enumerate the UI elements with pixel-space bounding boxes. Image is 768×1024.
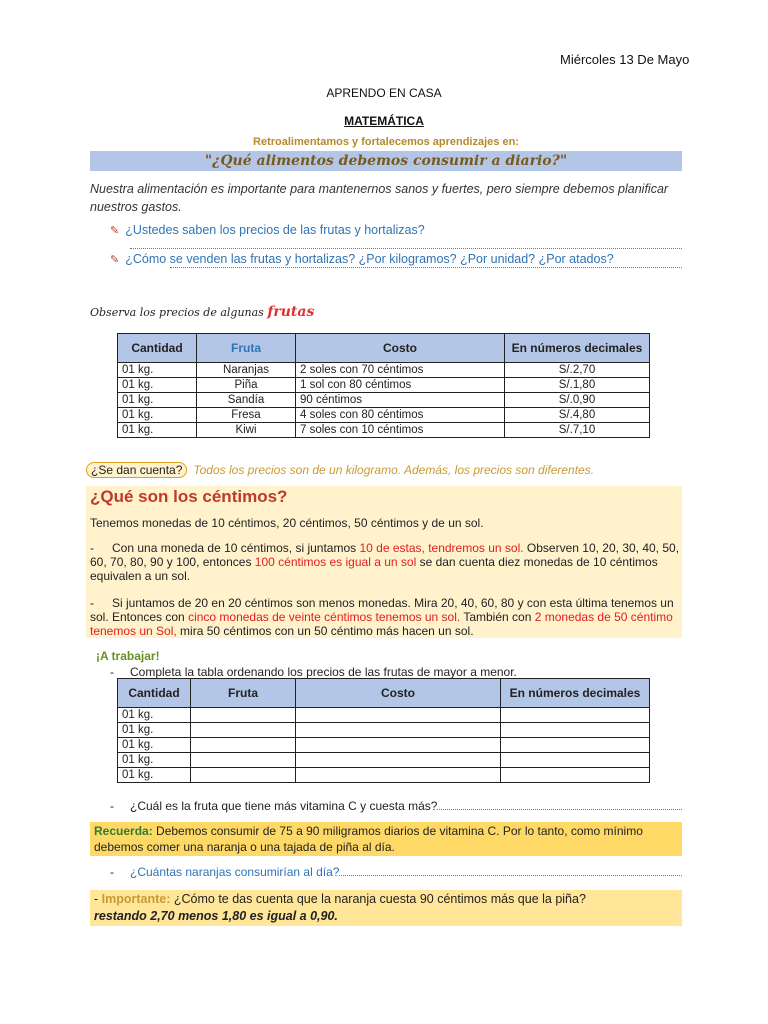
dash-bullet: - [94,892,102,906]
topic-banner: "¿Qué alimentos debemos consumir a diario?" [90,151,682,171]
empty-cell[interactable] [501,708,650,723]
b2-text-a: Si juntamos de 20 en 20 céntimos son menos monedas. Mira 20, 40, 60, 80 y con esta última tenemos un sol. Entonces con [90,596,674,624]
question-naranjas-text: ¿Cuántas naranjas consumirían al día? [130,865,340,879]
cell: Naranjas [197,363,296,378]
question-vitamina [110,799,682,813]
table-header-row [118,334,650,363]
cell: Sandía [197,393,296,408]
table-row [118,423,650,438]
col-header: Fruta [197,334,296,363]
table-row [118,753,650,768]
answer-line [170,266,682,268]
empty-cell[interactable] [191,723,296,738]
empty-cell[interactable] [191,708,296,723]
cell: 01 kg. [118,408,197,423]
recuerda-box [90,822,682,856]
b1-text-b: Observen 10, 20, 30, 40, 50, 60, 70, 80, 90 y 100, entonces [90,541,680,569]
empty-cell[interactable] [501,753,650,768]
question-vitamina-text: ¿Cuál es la fruta que tiene más vitamina C y cuesta más? [130,799,438,813]
b2-text-b: También con [460,610,535,624]
date: Miércoles 13 De Mayo [560,52,690,67]
cell: 01 kg. [118,708,191,723]
table-header-row [118,679,650,708]
table-row [118,723,650,738]
col-header: En números decimales [501,679,650,708]
trabajar-instruction-text: Completa la tabla ordenando los precios de las frutas de mayor a menor. [130,665,517,679]
importante-answer: restando 2,70 menos 1,80 es igual a 0,90. [94,909,338,923]
b1-highlight-2: 100 céntimos es igual a un sol [254,555,417,569]
cell: 01 kg. [118,423,197,438]
question-1 [110,222,682,249]
centimos-bullet-1 [90,541,682,583]
question-2 [110,251,682,268]
cell: 01 kg. [118,768,191,783]
col-header: Cantidad [118,334,197,363]
b2-highlight-1: cinco monedas de veinte céntimos tenemos un sol. [188,610,461,624]
table-row [118,378,650,393]
dash-bullet: - [110,865,114,879]
answer-line[interactable] [437,799,682,810]
cell: S/.2,70 [505,363,650,378]
cell: 01 kg. [118,393,197,408]
cell: 90 céntimos [296,393,505,408]
empty-cell[interactable] [501,738,650,753]
cell: 01 kg. [118,753,191,768]
dash-bullet: - [110,799,114,813]
question-naranjas [110,865,682,879]
observa-text: Observa los precios de algunas [90,306,264,319]
observa-heading [90,304,314,320]
empty-cell[interactable] [296,708,501,723]
recuerda-label: Recuerda: [94,824,153,838]
dash-bullet: - [110,665,114,679]
centimos-bullet-2 [90,596,682,638]
cell: 1 sol con 80 céntimos [296,378,505,393]
prices-table [117,333,650,438]
table-row [118,363,650,378]
empty-cell[interactable] [296,738,501,753]
cell: 01 kg. [118,363,197,378]
b2-highlight-2: 2 monedas de 50 céntimo tenemos un Sol, [90,610,673,638]
col-header: Fruta [191,679,296,708]
answer-line[interactable] [339,865,682,876]
empty-cell[interactable] [296,768,501,783]
observa-word: frutas [267,304,315,320]
cell: 4 soles con 80 céntimos [296,408,505,423]
a-trabajar-heading: ¡A trabajar! [96,649,160,663]
cell: 01 kg. [118,738,191,753]
se-dan-cuenta-bubble: ¿Se dan cuenta? [86,462,187,478]
dash-bullet: - [90,596,94,610]
col-header: En números decimales [505,334,650,363]
empty-cell[interactable] [191,753,296,768]
b2-text-c: mira 50 céntimos con un 50 céntimo más hacen un sol. [176,624,474,638]
cell: S/.4,80 [505,408,650,423]
cell: S/.7,10 [505,423,650,438]
col-header: Cantidad [118,679,191,708]
cell: 7 soles con 10 céntimos [296,423,505,438]
answer-line [130,240,682,249]
pencil-bullet-icon: ✎ [110,225,120,237]
cell: 2 soles con 70 céntimos [296,363,505,378]
dash-bullet: - [90,541,94,555]
cell: S/.1,80 [505,378,650,393]
trabajar-instruction [110,665,682,679]
pencil-bullet-icon: ✎ [110,254,120,266]
empty-cell[interactable] [501,723,650,738]
subject-title: MATEMÁTICA [344,114,424,128]
cell: Kiwi [197,423,296,438]
cell: Fresa [197,408,296,423]
centimos-intro: Tenemos monedas de 10 céntimos, 20 céntimos, 50 céntimos y de un sol. [90,516,484,530]
table-row [118,738,650,753]
col-header: Costo [296,679,501,708]
importante-text: ¿Cómo te das cuenta que la naranja cuesta 90 céntimos más que la piña? [170,892,586,906]
empty-cell[interactable] [191,768,296,783]
empty-cell[interactable] [296,723,501,738]
cell: 01 kg. [118,723,191,738]
retro-heading: Retroalimentamos y fortalecemos aprendizajes en: [253,136,519,148]
se-dan-cuenta-text: Todos los precios son de un kilogramo. Además, los precios son diferentes. [193,463,595,477]
table-row [118,768,650,783]
page-title: APRENDO EN CASA [326,86,442,100]
table-row [118,708,650,723]
b1-text-c: se dan cuenta diez monedas de 10 céntimos equivalen a un sol. [90,555,658,583]
recuerda-text: Debemos consumir de 75 a 90 miligramos diarios de vitamina C. Por lo tanto, como mínimo debemos comer una naranja o una tajada de piña al día. [94,824,643,854]
se-dan-cuenta [86,460,682,480]
empty-cell[interactable] [501,768,650,783]
empty-cell[interactable] [296,753,501,768]
importante-label: Importante: [101,892,171,906]
centimos-title: ¿Qué son los céntimos? [90,487,288,506]
empty-cell[interactable] [191,738,296,753]
cell: 01 kg. [118,378,197,393]
b1-text-a: Con una moneda de 10 céntimos, si juntamos [112,541,360,555]
cell: S/.0,90 [505,393,650,408]
intro-paragraph: Nuestra alimentación es importante para mantenernos sanos y fuertes, pero siempre debemos planificar nuestros gastos. [90,182,669,214]
col-header: Costo [296,334,505,363]
cell: Piña [197,378,296,393]
ordering-table [117,678,650,783]
importante-box [90,890,682,926]
table-row [118,408,650,423]
question-2-text: ¿Cómo se venden las frutas y hortalizas? ¿Por kilogramos? ¿Por unidad? ¿Por atados? [125,252,614,266]
table-row [118,393,650,408]
question-1-text: ¿Ustedes saben los precios de las frutas y hortalizas? [125,223,425,237]
b1-highlight-1: 10 de estas, tendremos un sol. [359,541,524,555]
